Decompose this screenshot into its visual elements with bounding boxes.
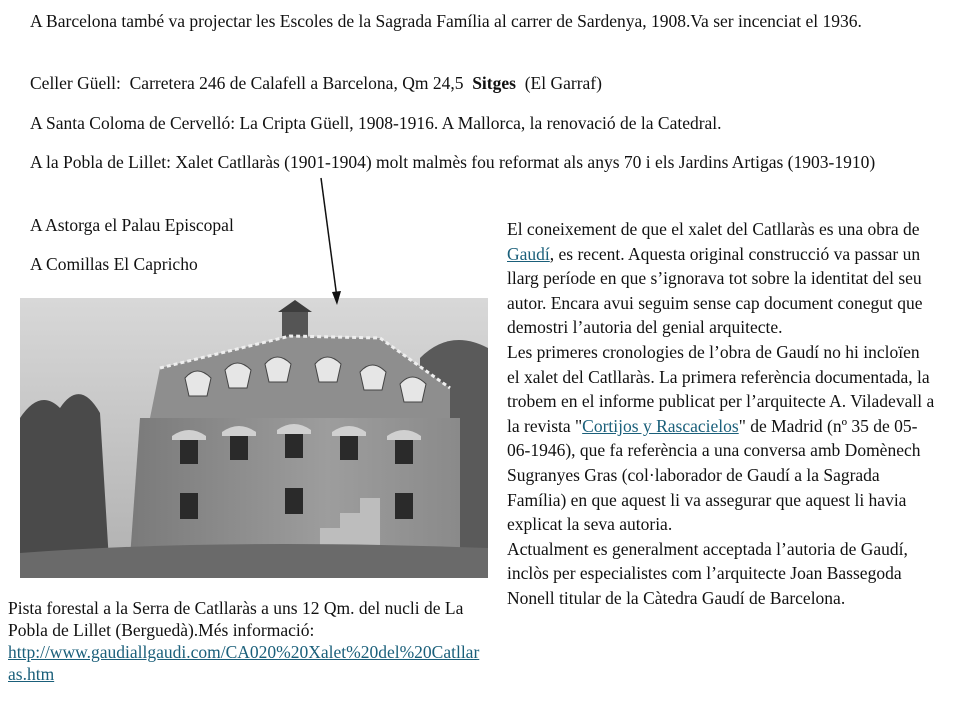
celler-text: Celler Güell: Carretera 246 de Calafell a Barcelona, Qm 24,5 (30, 73, 473, 93)
description-part-5: Actualment es generalment acceptada l’autoria de Gaudí, inclòs per especialistes com l’arquitecte Joan Bassegoda Nonell titular de la Càtedra Gaudí de Barcelona. (507, 538, 908, 608)
xalet-description (507, 217, 935, 611)
photo-caption (8, 597, 486, 685)
description-part-2: , es recent. Aquesta original construcció va passar un llarg període en que s’ignorava tot sobre la identitat del seu autor. Encara avui seguim sense cap document conegut que demostri l’autoria del genial arquitecte. (507, 243, 923, 338)
description-part-4: " de Madrid (nº 35 de 05-06-1946), que fa referència a una conversa amb Domènech Sugranyes Gras (col·laborador de Gaudí a la Sagrada Família) en que aquest li va assegurar que aquest li havia explicat la seva autoria. (507, 415, 921, 535)
paragraph-santa-coloma: A Santa Coloma de Cervelló: La Cripta Güell, 1908-1916. A Mallorca, la renovació de la Catedral. (30, 113, 722, 133)
celler-sitges: Sitges (472, 73, 516, 93)
xalet-illustration (20, 298, 488, 578)
paragraph-barcelona: A Barcelona també va projectar les Escoles de la Sagrada Família al carrer de Sardenya, 1908.Va ser incenciat el 1936. (30, 11, 862, 31)
paragraph-comillas: A Comillas El Capricho (30, 254, 198, 274)
caption-text: Pista forestal a la Serra de Catllaràs a uns 12 Qm. del nucli de La Pobla de Lillet (Berguedà).Més informació: (8, 598, 464, 640)
gaudiallgaudi-link[interactable]: http://www.gaudiallgaudi.com/CA020%20Xalet%20del%20Catllaras.htm (8, 642, 480, 684)
celler-garraf: (El Garraf) (515, 73, 602, 93)
description-part-1: El coneixement de que el xalet del Catllaràs es una obra de (507, 219, 920, 239)
cortijos-link[interactable]: Cortijos y Rascacielos (582, 415, 739, 436)
description-part-3: Les primeres cronologies de l’obra de Gaudí no hi incloïen el xalet del Catllaràs. La primera referència documentada, la trobem en el informe publicat per l’arquitecte A. Viladevall a la revista " (507, 341, 935, 436)
paragraph-celler-guell (30, 72, 930, 94)
xalet-catllaras-photo (20, 298, 488, 578)
gaudi-link[interactable]: Gaudí (507, 243, 550, 264)
paragraph-pobla-lillet: A la Pobla de Lillet: Xalet Catllaràs (1901-1904) molt malmès fou reformat als anys 70 i els Jardins Artigas (1903-1910) (30, 152, 876, 172)
paragraph-astorga: A Astorga el Palau Episcopal (30, 215, 234, 235)
